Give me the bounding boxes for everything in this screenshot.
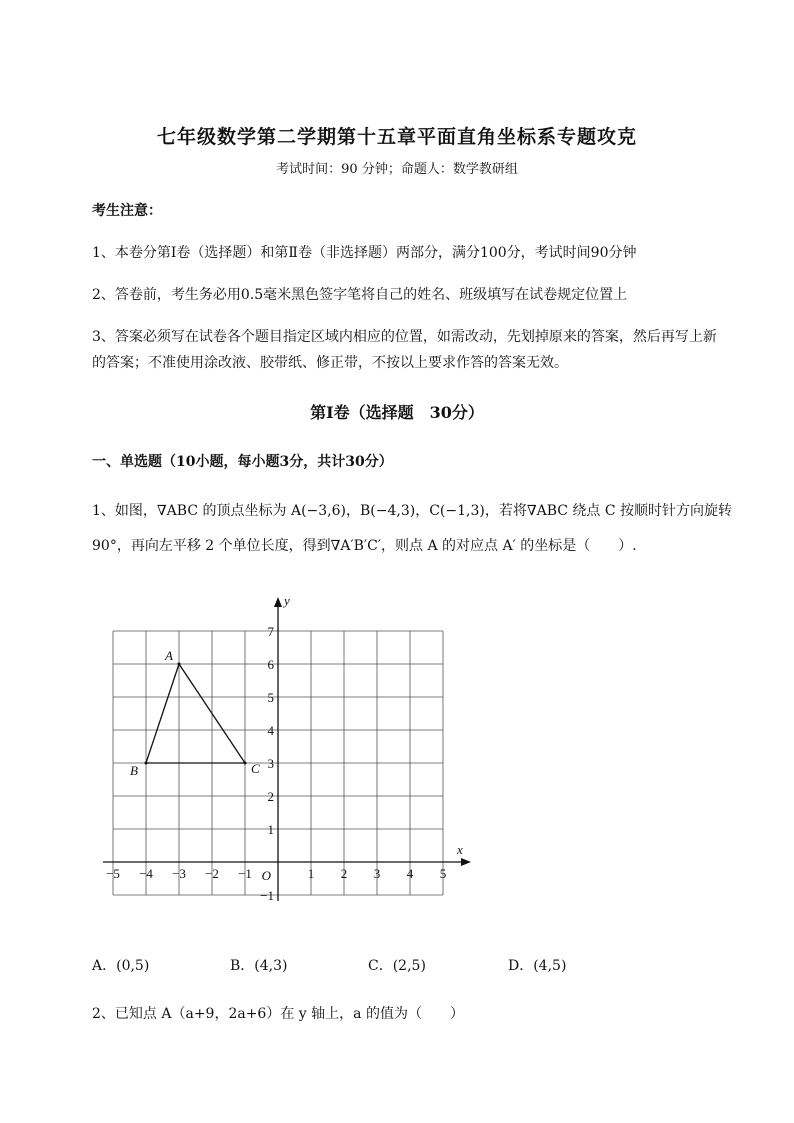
origin-label: O bbox=[261, 868, 271, 883]
x-tick-label: −5 bbox=[106, 866, 120, 881]
question-1-text-cont: 90°，再向左平移 2 个单位长度，得到∇A′B′C′，则点 A 的对应点 A′ 的坐标是（ ）. bbox=[92, 538, 637, 554]
notice-heading: 考生注意： bbox=[92, 203, 162, 219]
x-tick-label: 4 bbox=[406, 866, 414, 881]
x-tick-label: 1 bbox=[307, 866, 315, 881]
y-tick-label: 2 bbox=[267, 789, 274, 804]
y-tick-label: 7 bbox=[267, 624, 274, 639]
option-c[interactable]: C．(2,5) bbox=[368, 958, 426, 974]
point-b bbox=[145, 762, 148, 765]
x-tick-label: 3 bbox=[373, 866, 381, 881]
y-axis-label: y bbox=[284, 593, 290, 608]
x-tick-label: 2 bbox=[340, 866, 348, 881]
notice-item-2: 2、答卷前，考生务必用0.5毫米黑色签字笔将自己的姓名、班级填写在试卷规定位置上 bbox=[92, 287, 628, 303]
x-tick-label: −1 bbox=[238, 866, 252, 881]
option-b[interactable]: B．(4,3) bbox=[230, 958, 288, 974]
point-c bbox=[244, 762, 247, 765]
y-tick-label: 6 bbox=[267, 657, 274, 672]
x-tick-label: −4 bbox=[139, 866, 153, 881]
notice-item-1: 1、本卷分第Ⅰ卷（选择题）和第Ⅱ卷（非选择题）两部分，满分100分，考试时间90分钟 bbox=[92, 245, 637, 261]
section-title: 第Ⅰ卷（选择题 30分） bbox=[310, 403, 484, 422]
notice-item-3-cont: 的答案；不准使用涂改液、胶带纸、修正带，不按以上要求作答的答案无效。 bbox=[92, 355, 568, 371]
question-1-text: 1、如图，∇ABC 的顶点坐标为 A(−3,6)，B(−4,3)，C(−1,3)，若将∇ABC 绕点 C 按顺时针方向旋转 bbox=[92, 503, 733, 519]
y-tick-label: 1 bbox=[267, 822, 274, 837]
y-tick-label: 5 bbox=[267, 690, 274, 705]
x-tick-label: 5 bbox=[439, 866, 447, 881]
x-axis-label: x bbox=[457, 842, 463, 857]
point-label-b: B bbox=[130, 763, 138, 778]
part-heading: 一、单选题（10小题，每小题3分，共计30分） bbox=[92, 454, 393, 470]
coordinate-graph bbox=[98, 592, 478, 912]
point-a bbox=[178, 663, 181, 666]
y-axis-arrow bbox=[274, 597, 282, 607]
point-label-c: C bbox=[251, 761, 260, 776]
question-2-text: 2、已知点 A（a+9，2a+6）在 y 轴上，a 的值为（ ） bbox=[92, 1006, 464, 1022]
y-tick-label: 4 bbox=[267, 723, 274, 738]
exam-info: 考试时间：90 分钟；命题人：数学教研组 bbox=[276, 162, 518, 177]
x-tick-label: −3 bbox=[172, 866, 186, 881]
point-label-a: A bbox=[165, 648, 173, 663]
triangle-abc bbox=[146, 664, 245, 763]
x-axis-arrow bbox=[461, 858, 471, 866]
notice-item-3: 3、答案必须写在试卷各个题目指定区域内相应的位置，如需改动，先划掉原来的答案，然后再写上新 bbox=[92, 329, 717, 345]
y-tick-label: 3 bbox=[267, 756, 274, 771]
option-d[interactable]: D．(4,5) bbox=[508, 958, 567, 974]
page-title: 七年级数学第二学期第十五章平面直角坐标系专题攻克 bbox=[156, 126, 637, 148]
y-tick-label: −1 bbox=[260, 888, 274, 903]
option-a[interactable]: A．(0,5) bbox=[92, 958, 150, 974]
x-tick-label: −2 bbox=[205, 866, 219, 881]
